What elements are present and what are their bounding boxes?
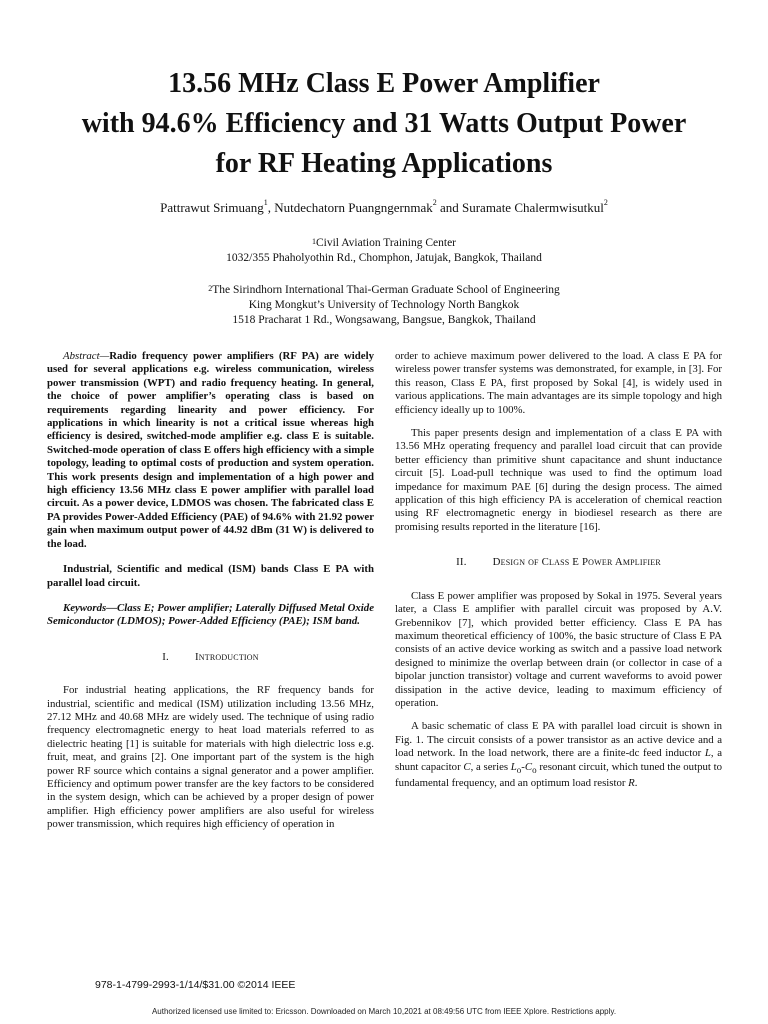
text-run: . (634, 777, 638, 790)
title-line-1: 13.56 MHz Class E Power Amplifier (168, 68, 600, 99)
section-number: II. (456, 556, 467, 569)
author-3-affil-mark: 2 (603, 198, 608, 207)
author-3: and Suramate Chalermwisutkul (436, 200, 604, 215)
section-heading-introduction (47, 651, 374, 664)
symbol-Co: C (524, 760, 533, 773)
left-column (47, 350, 374, 842)
author-list (30, 200, 738, 216)
affiliation-2-line-3: 1518 Pracharat 1 Rd., Wongsawang, Bangsue, Bangkok, Thailand (232, 314, 536, 326)
right-column (395, 350, 722, 801)
abstract-lead: Abstract— (63, 350, 110, 362)
affiliation-2-mark: 2 (208, 284, 213, 293)
abstract-text: Radio frequency power amplifiers (RF PA) are widely used for several applications e.g. wireless communication, wireless power transmission (WPT) and radio frequency heating. In general, the choice of power amplifier’s operating class is based on requirements regarding linearity and power efficiency. For applications in which linearity is not a critical issue whereas high efficiency is desired, switched-mode amplifier e.g. class E is suitable. Switched-mode operation of class E offers high efficiency with a simple topology, leading to optimal costs of production and system operation. This work presents design and implementation of a high power and high efficiency 13.56 MHz class E power amplifier with parallel load circuit. As a power device, LDMOS was chosen. The fabricated class E PA provides Power-Added Efficiency (PAE) of 94.6% with 21.92 power gain when maximum output power of 44.92 dBm (31 W) is delivered to the load. (47, 350, 374, 550)
abstract-ism-line: Industrial, Scientific and medical (ISM) bands Class E PA with parallel load circuit. (47, 563, 374, 589)
section-title: Design of Class E Power Amplifier (492, 556, 661, 569)
abstract (47, 350, 374, 551)
affiliation-2 (30, 283, 738, 328)
copyright-notice: 978-1-4799-2993-1/14/$31.00 ©2014 IEEE (95, 979, 296, 991)
author-2-affil-mark: 2 (432, 198, 437, 207)
symbol-L: L (704, 747, 711, 760)
text-run: , a shunt capacitor (395, 747, 722, 773)
author-1: Pattrawut Srimuang (160, 200, 264, 215)
introduction-paragraph: For industrial heating applications, the RF frequency bands for industrial, scientific and medical (ISM) utilization including 13.56 MHz, 27.12 MHz and 40.68 MHz are widely used. The technique of using radio frequency electromagnetic energy to heat load materials referred to as dielectric heating [1] is suitable for materials with high dielectric loss e.g. fruit, meat, and grains [2]. One important part of the system is the high power RF source which contains a signal generator and a power amplifier. Efficiency and optimum power transfer are the key factors to be considered in the system design, which can be achieved by a proper design of power amplifier. High efficiency power amplifiers are also useful for wireless power transmission, which requires high efficiency of operation in (47, 684, 374, 831)
symbol-Lo: L (510, 760, 517, 773)
subscript-o: o (532, 764, 537, 775)
subscript-o: o (516, 764, 522, 775)
affiliation-2-line-2: King Mongkut’s University of Technology North Bangkok (248, 299, 520, 311)
affiliation-1-line-2: 1032/355 Phaholyothin Rd., Chomphon, Jatujak, Bangkok, Thailand (226, 252, 542, 264)
symbol-C: C (463, 760, 471, 773)
author-1-affil-mark: 1 (263, 198, 268, 207)
keywords (47, 602, 374, 629)
license-notice: Authorized licensed use limited to: Ericsson. Downloaded on March 10,2021 at 08:49:56 UTC from IEEE Xplore. Restrictions apply. (151, 1007, 617, 1016)
affiliation-1-line-1: Civil Aviation Training Center (315, 237, 457, 249)
affiliation-1-mark: 1 (311, 237, 316, 246)
intro-continuation-paragraph: order to achieve maximum power delivered to the load. A class E PA for wireless power transfer systems was demonstrated, for example, in [3]. For this reason, Class E PA, first proposed by Sokal [4], is widely used in various applications. The main advantages are its simple topology and high efficiency ideally up to 100%. (395, 350, 722, 416)
section-title: Introduction (194, 650, 259, 663)
title-line-3: for RF Heating Applications (215, 148, 553, 179)
design-paragraph-1: Class E power amplifier was proposed by Sokal in 1975. Several years later, a Class E amplifier with parallel circuit was proposed by A.V. Grebennikov [7], which provided better efficiency. Class E PA has maximum theoretical efficiency of 100%, the basic structure of Class E PA consists of an active device working as switch and a passive load network designed to minimize the overlap between drain (or collector in case of a bipolar junction transistor) voltage and current waveforms to avoid power dissipation in the active device, leading to maximum efficiency of operation. (395, 589, 722, 709)
section-heading-design (395, 556, 722, 569)
text-run: resonant circuit, which tuned the output to fundamental frequency, and an optimum load resistor (395, 760, 722, 790)
text-run: , a series (470, 760, 511, 773)
intro-paragraph-2: This paper presents design and implementation of a class E PA with 13.56 MHz operating frequency and parallel load circuit that can provide better efficiency than primitive shunt capacitance and shunt inductance circuit [5]. Load-pull technique was used to find the optimum load impedance for maximum PAE [6] during the design process. The aimed application of this high efficiency PA is acceleration of chemical reaction using RF electromagnetic energy in biodiesel research as there are promising results reported in the literature [16]. (395, 427, 722, 533)
symbol-R: R (628, 777, 635, 790)
keywords-lead: Keywords— (63, 601, 117, 614)
text-run: A basic schematic of class E PA with parallel load circuit is shown in Fig. 1. The circuit consists of a power transistor as an active device and a load network. In the load network, there are a finite-dc feed inductor (395, 720, 722, 760)
affiliation-2-line-1: The Sirindhorn International Thai-German Graduate School of Engineering (212, 284, 560, 296)
author-2: , Nutdechatorn Puangngernmak (267, 200, 433, 215)
paper-title (30, 64, 738, 184)
section-number: I. (162, 650, 169, 663)
title-line-2: with 94.6% Efficiency and 31 Watts Output Power (81, 108, 687, 139)
affiliation-1 (30, 236, 738, 266)
design-paragraph-2 (395, 720, 722, 790)
keywords-text: Class E; Power amplifier; Laterally Diffused Metal Oxide Semiconductor (LDMOS); Power-Added Efficiency (PAE); ISM band. (47, 601, 374, 628)
text-run: - (521, 760, 525, 773)
